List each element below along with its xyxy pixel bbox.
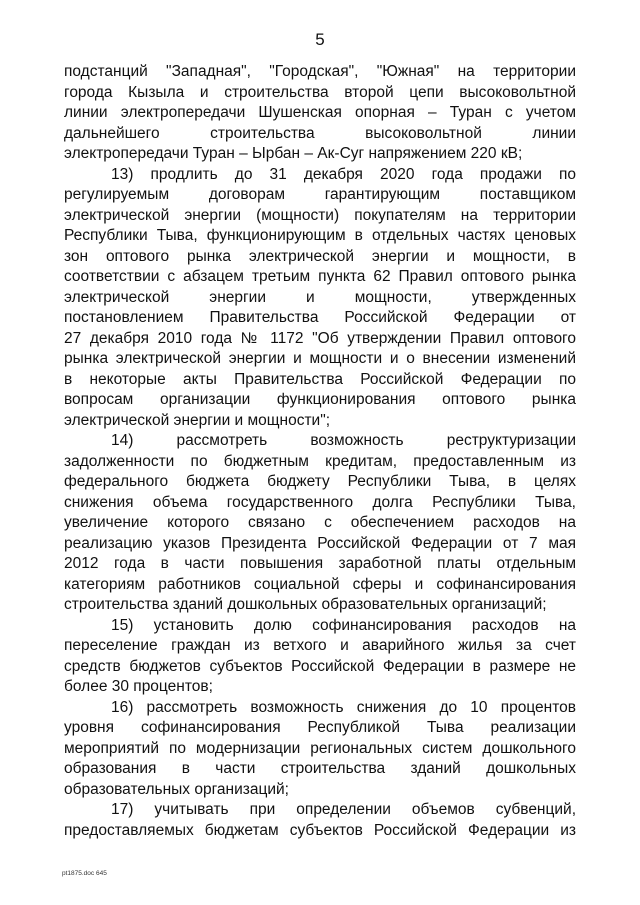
text-line: 14) рассмотреть возможность реструктуризации (111, 432, 576, 449)
text-line: электрической энергии и мощности"; (64, 411, 331, 429)
text-line: в некоторые акты Правительства Российской Федерации по (64, 370, 576, 388)
text-line: вопросам организации функционирования оптового рынка (64, 391, 576, 408)
text-line: 27 декабря 2010 года № 1172 "Об утверждении Правил оптового (64, 329, 576, 347)
text-line: средств бюджетов субъектов Российской Федерации в размере не (64, 657, 576, 675)
text-line: электрической энергии и мощности, утвержденных (64, 288, 576, 306)
text-line: увеличение которого связано с обеспечением расходов на (64, 514, 576, 531)
text-line: электрической энергии (мощности) покупателям на территории (64, 206, 576, 224)
text-line: более 30 процентов; (64, 678, 213, 695)
text-line: категориям работников социальной сферы и софинансирования (64, 575, 576, 593)
text-line: снижения объема государственного долга Республики Тыва, (64, 493, 576, 511)
text-line: города Кызыла и строительства второй цепи высоковольтной (64, 83, 576, 101)
text-line: федерального бюджета бюджету Республики Тыва, в целях (64, 473, 576, 490)
text-line: рынка электрической энергии и мощности и о внесении изменений (64, 350, 576, 367)
text-line: 17) учитывать при определении объемов субвенций, (111, 801, 576, 818)
text-line: 13) продлить до 31 декабря 2020 года продажи по (111, 165, 576, 183)
text-line: образовательных организаций; (64, 780, 289, 798)
text-line: зон оптового рынка электрической энергии и мощности, в (64, 247, 576, 265)
text-line: соответствии с абзацем третьим пункта 62 Правил оптового рынка (64, 268, 576, 285)
text-line: подстанций "Западная", "Городская", "Южная" на территории (64, 63, 576, 80)
page-number: 5 (315, 30, 325, 49)
text-line: задолженности по бюджетным кредитам, предоставленным из (64, 452, 576, 470)
text-line: 2012 года в части повышения заработной платы отдельным (64, 555, 576, 572)
text-line: уровня софинансирования Республикой Тыва реализации (64, 719, 576, 736)
text-line: мероприятий по модернизации региональных систем дошкольного (64, 739, 576, 757)
text-line: дальнейшего строительства высоковольтной линии (64, 124, 576, 142)
text-line: предоставляемых бюджетам субъектов Российской Федерации из (64, 821, 576, 839)
document-code: pt1875.doc 645 (62, 870, 107, 877)
text-line: 16) рассмотреть возможность снижения до 10 процентов (111, 698, 576, 716)
text-line: переселение граждан из ветхого и аварийного жилья за счет (64, 637, 576, 654)
text-line: 15) установить долю софинансирования расходов на (111, 616, 576, 634)
text-line: Республики Тыва, функционирующим в отдельных частях ценовых (64, 227, 576, 244)
text-line: регулируемым договорам гарантирующим поставщиком (64, 186, 576, 203)
text-line: электропередачи Туран – Ырбан – Ак-Суг напряжением 220 кВ; (64, 145, 523, 162)
text-line: линии электропередачи Шушенская опорная – Туран с учетом (64, 104, 576, 121)
text-line: реализацию указов Президента Российской Федерации от 7 мая (64, 534, 576, 552)
text-line: постановлением Правительства Российской Федерации от (64, 309, 576, 326)
document-body (64, 62, 576, 841)
text-line: строительства зданий дошкольных образовательных организаций; (64, 596, 547, 613)
text-line: образования в части строительства зданий дошкольных (64, 760, 576, 777)
